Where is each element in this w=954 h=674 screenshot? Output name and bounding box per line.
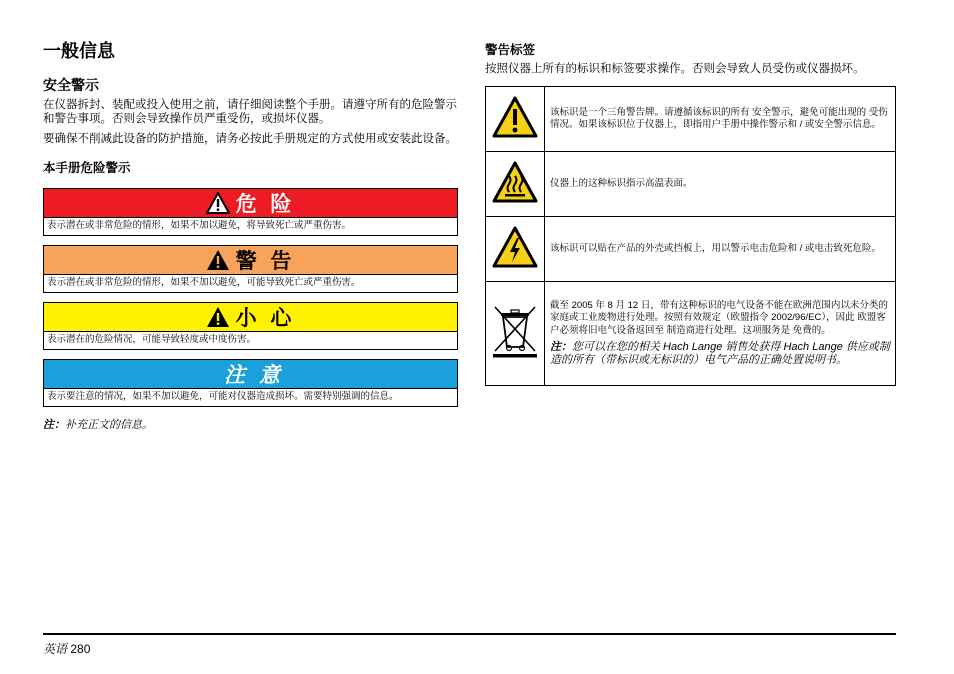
safety-paragraph-2: 要确保不削减此设备的防护措施，请务必按此手册规定的方式使用或安装此设备。 [43, 133, 457, 145]
weee-crossed-bin-icon [491, 303, 539, 359]
right-column [485, 42, 896, 386]
warning-header [44, 246, 457, 275]
weee-note [550, 341, 890, 367]
footer-rule [43, 633, 896, 635]
danger-text: 表示潜在或非常危险的情形，如果不加以避免，将导致死亡或严重伤害。 [47, 220, 352, 231]
row-text: 仪器上的这种标识指示高温表面。 [545, 152, 896, 217]
caution-text: 表示潜在的危险情况，可能导致轻度或中度伤害。 [47, 334, 257, 345]
row-text: 该标识可以贴在产品的外壳或挡板上，用以警示电击危险和 / 或电击致死危险。 [545, 217, 896, 282]
hot-surface-icon [492, 161, 538, 203]
row-text: 该标识是一个三角警告牌。请遵循该标识的所有 安全警示，避免可能出现的 受伤情况。如果该标识位于仪器上，即指用户手册中操作警示和 / 或安全警示信息。 [545, 87, 896, 152]
notice-box [43, 359, 458, 407]
page-title: 一般信息 [43, 41, 115, 61]
left-column [43, 40, 458, 432]
table-row [486, 217, 896, 282]
warning-triangle-icon [206, 306, 230, 328]
table-row [486, 282, 896, 386]
caution-header [44, 303, 457, 332]
warning-text: 表示潜在或非常危险的情形，如果不加以避免，可能导致死亡或严重伤害。 [47, 277, 361, 288]
note [43, 416, 458, 432]
labels-heading: 警告标签 [485, 43, 536, 57]
danger-box [43, 188, 458, 236]
caution-box [43, 302, 458, 350]
safety-paragraph-1: 在仪器拆封、装配或投入使用之前，请仔细阅读整个手册。请遵守所有的危险警示和警告事项。否则会导致操作员严重受伤，或损坏仪器。 [43, 99, 457, 125]
danger-label: 危 险 [235, 193, 296, 216]
general-warning-icon [492, 96, 538, 138]
caution-label: 小 心 [235, 307, 296, 330]
safety-heading: 安全警示 [43, 77, 99, 93]
note-prefix: 注： [550, 341, 572, 354]
notice-text: 表示要注意的情况，如果不加以避免，可能对仪器造成损坏。需要特别强调的信息。 [47, 391, 399, 402]
warning-box [43, 245, 458, 293]
notice-header [44, 360, 457, 389]
table-row [486, 87, 896, 152]
warning-triangle-icon [206, 192, 230, 214]
row-text: 截至 2005 年 8 月 12 日，带有这种标识的电气设备不能在欧洲范围内以未分类的 家庭或工业废物进行处理。按照有效规定（欧盟指令 2002/96/EC），因此 欧盟客户必须将旧电气设备返回至 制造商进行处理。这项服务是 免费的。 [550, 299, 888, 336]
hazard-heading: 本手册危险警示 [43, 161, 131, 175]
footer [43, 640, 90, 657]
danger-header [44, 189, 457, 218]
note-text: 您可以在您的相关 Hach Lange 销售处获得 Hach Lange 供应或制造的所有（带标识或无标识的）电气产品的正确处置说明书。 [550, 341, 890, 367]
labels-intro: 按照仪器上所有的标识和标签要求操作。否则会导致人员受伤或仪器损坏。 [485, 63, 865, 75]
labels-table [485, 86, 896, 386]
table-row [486, 152, 896, 217]
electric-shock-icon [492, 226, 538, 268]
notice-label: 注 意 [224, 364, 284, 387]
note-prefix: 注： [43, 419, 65, 431]
warning-triangle-icon [206, 249, 230, 271]
page-number: 280 [70, 642, 91, 656]
footer-language: 英语 [43, 642, 68, 656]
note-text: 补充正文的信息。 [65, 419, 153, 431]
warning-label: 警 告 [235, 250, 296, 273]
